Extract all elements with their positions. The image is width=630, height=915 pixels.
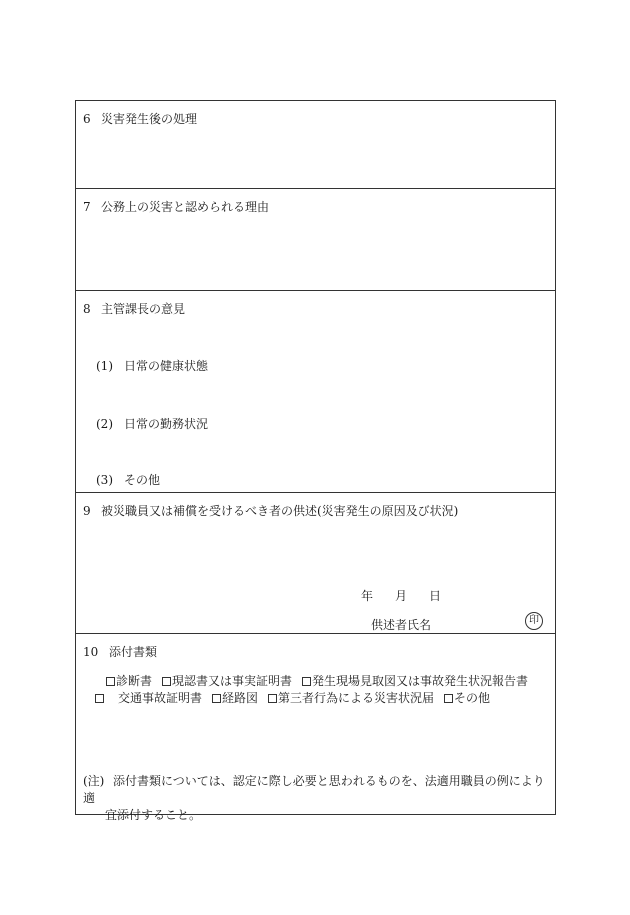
section-9-title: 被災職員又は補償を受けるべき者の供述(災害発生の原因及び状況) (101, 504, 459, 518)
section-6-number: 6 (83, 112, 91, 126)
sub-item-label: 日常の勤務状況 (124, 417, 209, 431)
section-10-heading (83, 643, 157, 660)
note-line-2: 宜添付すること。 (105, 808, 202, 822)
attachment-item-third-party-report[interactable]: 第三者行為による災害状況届 (268, 689, 434, 706)
section-8-heading (83, 300, 185, 317)
year-label: 年 (361, 589, 374, 603)
checkbox-icon[interactable] (212, 694, 221, 703)
sub-item-number: (1) (96, 359, 113, 373)
section-7-official-duty-reason (76, 189, 555, 291)
sub-item-work (96, 415, 208, 432)
sub-item-health (96, 357, 208, 374)
checkbox-icon[interactable] (106, 677, 115, 686)
section-10-title: 添付書類 (109, 645, 158, 659)
checkbox-icon[interactable] (268, 694, 277, 703)
date-line (361, 587, 441, 604)
section-9-heading (83, 502, 458, 519)
checkbox-icon[interactable] (95, 694, 104, 703)
section-6-title: 災害発生後の処理 (101, 112, 198, 126)
section-10-attachments (76, 634, 555, 822)
section-8-number: 8 (83, 302, 91, 316)
attachment-row-1 (106, 672, 528, 689)
attachment-item-site-sketch[interactable]: 発生現場見取図又は事故発生状況報告書 (302, 672, 528, 689)
day-label: 日 (429, 589, 442, 603)
sub-item-label: その他 (124, 473, 161, 487)
sub-item-label: 日常の健康状態 (124, 359, 209, 373)
section-9-statement (76, 493, 555, 634)
attachment-item-witness-statement[interactable]: 現認書又は事実証明書 (162, 672, 292, 689)
attachment-item-traffic-certificate[interactable]: 交通事故証明書 (95, 689, 202, 706)
signer-name-label: 供述者氏名 (371, 618, 432, 632)
section-7-heading (83, 198, 269, 215)
disaster-report-form (75, 100, 556, 822)
sub-item-number: (3) (96, 473, 113, 487)
note-label: (注) (83, 774, 105, 788)
section-8-title: 主管課長の意見 (101, 302, 186, 316)
section-10-number: 10 (83, 645, 99, 659)
checkbox-icon[interactable] (444, 694, 453, 703)
month-label: 月 (395, 589, 408, 603)
note-line-1: 添付書類については、認定に際し必要と思われるものを、法適用職員の例により適 (83, 774, 545, 805)
sub-item-other (96, 471, 160, 488)
section-7-number: 7 (83, 200, 91, 214)
note (83, 773, 549, 824)
attachment-item-diagnosis[interactable]: 診断書 (106, 672, 152, 689)
checkbox-icon[interactable] (302, 677, 311, 686)
section-7-title: 公務上の災害と認められる理由 (101, 200, 270, 214)
attachment-row-2 (95, 689, 490, 706)
section-6-post-disaster-handling (76, 101, 555, 189)
checkbox-icon[interactable] (162, 677, 171, 686)
section-6-heading (83, 110, 197, 127)
seal-mark: 印 (525, 612, 543, 630)
sub-item-number: (2) (96, 417, 113, 431)
section-8-manager-opinion (76, 291, 555, 493)
attachment-item-other[interactable]: その他 (444, 689, 490, 706)
attachment-item-route-map[interactable]: 経路図 (212, 689, 258, 706)
section-9-number: 9 (83, 504, 91, 518)
